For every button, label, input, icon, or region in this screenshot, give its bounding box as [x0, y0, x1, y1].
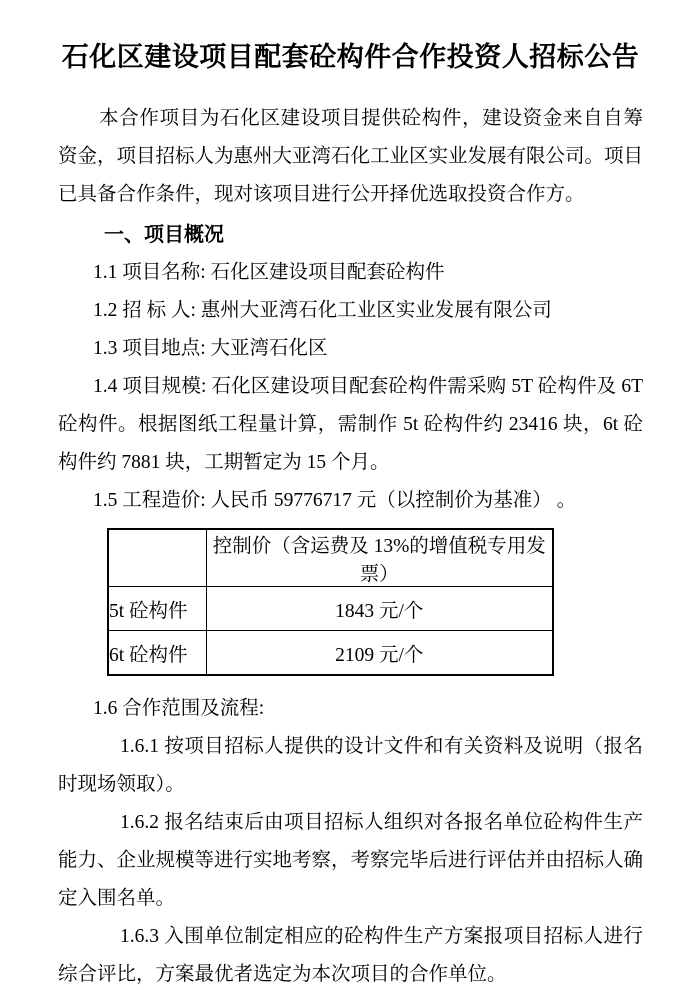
item-1-4-project-scale: 1.4 项目规模: 石化区建设项目配套砼构件需采购 5T 砼构件及 6T 砼构件。根据图纸工程量计算，需制作 5t 砼构件约 23416 块，6t 砼构件约 7881 块，工期暂定为 15 个月。	[58, 376, 643, 473]
item-1-1-project-name: 1.1 项目名称: 石化区建设项目配套砼构件	[93, 262, 445, 283]
price-table-header-control-price: 控制价（含运费及 13%的增值税专用发票）	[206, 529, 553, 587]
price-table-corner-cell	[108, 529, 206, 587]
item-1-6-2-site-inspection: 1.6.2 报名结束后由项目招标人组织对各报名单位砼构件生产能力、企业规模等进行实地考察，考察完毕后进行评估并由招标人确定入围名单。	[58, 812, 644, 909]
item-1-5-project-cost: 1.5 工程造价: 人民币 59776717 元（以控制价为基准） 。	[93, 490, 577, 511]
control-price-table	[107, 528, 554, 676]
item-1-6-scope-heading: 1.6 合作范围及流程:	[93, 698, 265, 719]
section-1-heading: 一、项目概况	[104, 224, 224, 246]
item-1-3-location: 1.3 项目地点: 大亚湾石化区	[93, 338, 328, 359]
price-table-row-6t-price: 2109 元/个	[206, 631, 553, 676]
price-table-row-5t-price: 1843 元/个	[206, 587, 553, 631]
table-row	[108, 631, 553, 676]
table-row	[108, 587, 553, 631]
page-title: 石化区建设项目配套砼构件合作投资人招标公告	[61, 42, 640, 72]
price-table-row-5t-label: 5t 砼构件	[108, 587, 206, 631]
item-1-6-3-shortlist-evaluation: 1.6.3 入围单位制定相应的砼构件生产方案报项目招标人进行综合评比，方案最优者选定为本次项目的合作单位。	[58, 926, 643, 985]
item-1-6-1-design-documents: 1.6.1 按项目招标人提供的设计文件和有关资料及说明（报名时现场领取）。	[58, 736, 643, 795]
item-1-2-tenderer: 1.2 招 标 人: 惠州大亚湾石化工业区实业发展有限公司	[93, 300, 552, 321]
intro-paragraph: 本合作项目为石化区建设项目提供砼构件，建设资金来自自筹资金，项目招标人为惠州大亚湾石化工业区实业发展有限公司。项目已具备合作条件，现对该项目进行公开择优选取投资合作方。	[58, 108, 644, 205]
price-table-header-row	[108, 529, 553, 587]
price-table-row-6t-label: 6t 砼构件	[108, 631, 206, 676]
